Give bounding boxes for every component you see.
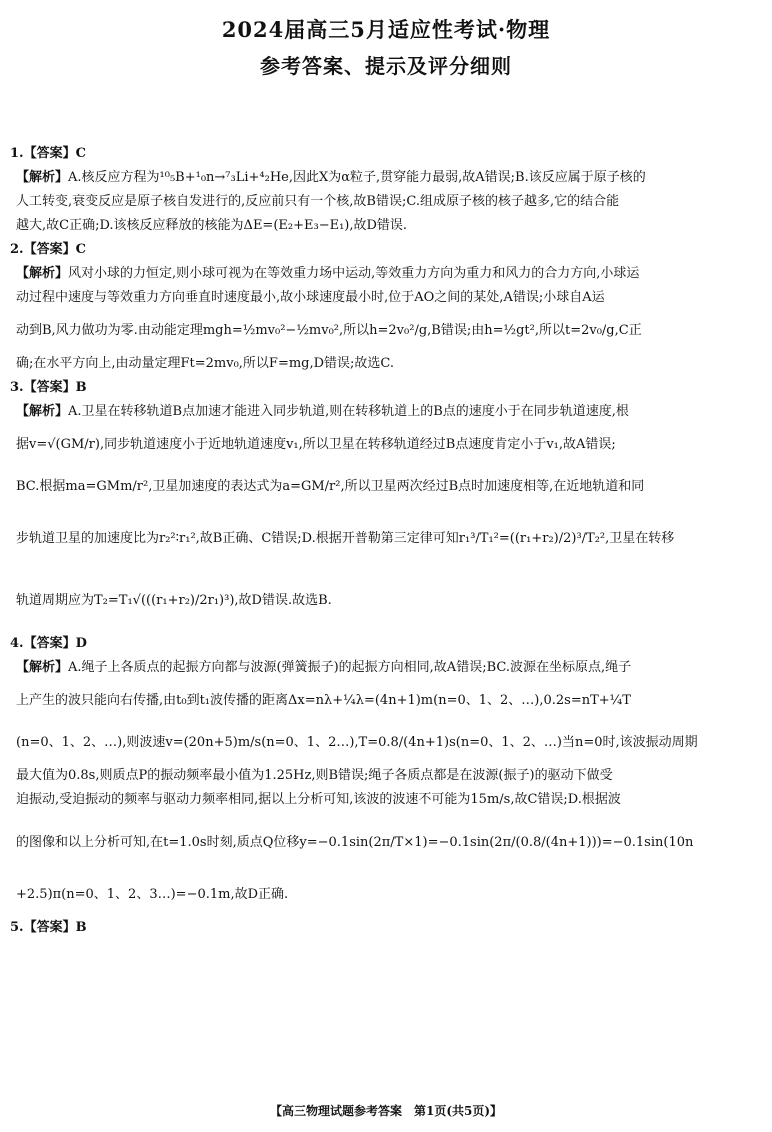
q4-line-4: 最大值为0.8s,则质点P的振动频率最小值为1.25Hz,则B错误;绳子各质点都是在波源(振子)的驱动下做受 — [16, 768, 613, 783]
q4-line-5: 迫振动,受迫振动的频率与驱动力频率相同,据以上分析可知,该波的波速不可能为15m/s,故C错误;D.根据波 — [16, 792, 621, 807]
q2-analysis-label: 【解析】 — [16, 266, 69, 281]
q4-answer: 4.【答案】D — [10, 636, 87, 651]
q4-line-2: 上产生的波只能向右传播,由t₀到t₁波传播的距离Δx=nλ+¼λ=(4n+1)m(n=0、1、2、…),0.2s=nT+¼T — [16, 693, 631, 708]
q3-analysis — [16, 400, 758, 632]
q3-answer: 3.【答案】B — [10, 380, 87, 395]
q2-analysis — [16, 262, 758, 376]
page-subtitle: 参考答案、提示及评分细则 — [260, 54, 512, 78]
q4-analysis — [16, 656, 758, 916]
answers-content — [10, 142, 758, 940]
q5-answer: 5.【答案】B — [10, 920, 87, 935]
q3-line-1: A.卫星在转移轨道B点加速才能进入同步轨道,则在转移轨道上的B点的速度小于在同步轨道速度,根 — [68, 404, 629, 419]
page-title: 2024届高三5月适应性考试·物理 — [221, 17, 551, 42]
q4-line-7: +2.5)π(n=0、1、2、3…)=−0.1m,故D正确. — [16, 887, 289, 902]
q4-analysis-label: 【解析】 — [16, 660, 69, 675]
q3-analysis-label: 【解析】 — [16, 404, 69, 419]
q1-line-1: A.核反应方程为¹⁰₅B+¹₀n→⁷₃Li+⁴₂He,因此X为α粒子,贯穿能力最弱,故A错误;B.该反应属于原子核的 — [68, 170, 646, 185]
q1-analysis-label: 【解析】 — [16, 170, 69, 185]
q4-line-1: A.绳子上各质点的起振方向都与波源(弹簧振子)的起振方向相同,故A错误;BC.波源在坐标原点,绳子 — [68, 660, 632, 675]
q3-line-3: BC.根据ma=GMm/r²,卫星加速度的表达式为a=GM/r²,所以卫星两次经过B点时加速度相等,在近地轨道和同 — [16, 479, 645, 494]
q1-line-3: 越大,故C正确;D.该核反应释放的核能为ΔE=(E₂+E₃−E₁),故D错误. — [16, 218, 408, 233]
q1-answer: 1.【答案】C — [10, 146, 86, 161]
q4-line-6: 的图像和以上分析可知,在t=1.0s时刻,质点Q位移y=−0.1sin(2π/T×1)=−0.1sin(2π/(0.8/(4n+1)))=−0.1sin(10n — [16, 835, 694, 850]
q2-line-3: 动到B,风力做功为零.由动能定理mgh=½mv₀²−½mv₀²,所以h=2v₀²/g,B错误;由h=½gt²,所以t=2v₀/g,C正 — [16, 323, 642, 338]
q3-line-4: 步轨道卫星的加速度比为r₂²∶r₁²,故B正确、C错误;D.根据开普勒第三定律可知r₁³/T₁²=((r₁+r₂)/2)³/T₂²,卫星在转移 — [16, 531, 675, 546]
q1-analysis — [16, 166, 758, 238]
q2-answer: 2.【答案】C — [10, 242, 86, 257]
q3-line-2: 据v=√(GM/r),同步轨道速度小于近地轨道速度v₁,所以卫星在转移轨道经过B点速度肯定小于v₁,故A错误; — [16, 437, 616, 452]
q2-line-2: 动过程中速度与等效重力方向垂直时速度最小,故小球速度最小时,位于AO之间的某处,A错误;小球自A运 — [16, 290, 605, 305]
q1-line-2: 人工转变,衰变反应是原子核自发进行的,反应前只有一个核,故B错误;C.组成原子核的核子越多,它的结合能 — [16, 194, 620, 209]
q4-line-3: (n=0、1、2、…),则波速v=(20n+5)m/s(n=0、1、2…),T=0.8/(4n+1)s(n=0、1、2、…)当n=0时,该波振动周期 — [16, 735, 698, 750]
q3-line-5: 轨道周期应为T₂=T₁√(((r₁+r₂)/2r₁)³),故D错误.故选B. — [16, 593, 332, 608]
q2-line-1: 风对小球的力恒定,则小球可视为在等效重力场中运动,等效重力方向为重力和风力的合力方向,小球运 — [68, 266, 640, 281]
q2-line-4: 确;在水平方向上,由动量定理Ft=2mv₀,所以F=mg,D错误;故选C. — [16, 356, 395, 371]
page-footer: 【高三物理试题参考答案 第1页(共5页)】 — [269, 1104, 503, 1118]
